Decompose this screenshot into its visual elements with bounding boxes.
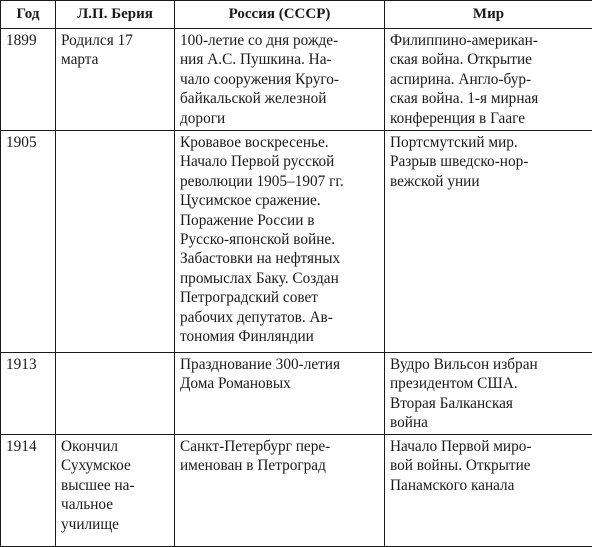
beria-line: чальное [61,495,169,514]
russia-line: Санкт-Петербург пере- [180,437,379,456]
world-cell [385,29,592,131]
russia-line: ния А.С. Пушкина. На- [180,50,379,69]
world-line: вой войны. Открытие [390,456,587,475]
russia-line: дороги [180,109,379,128]
world-cell [385,435,592,547]
header-russia: Россия (СССР) [175,1,385,29]
header-row [1,1,592,29]
world-line: Разрыв шведско-нор- [390,152,587,171]
beria-line: Окончил [61,437,169,456]
russia-line: именован в Петроград [180,456,379,475]
russia-cell [175,131,385,353]
world-line: Панамского канала [390,476,587,495]
table-row [1,435,592,547]
russia-line: революции 1905–1907 гг. [180,172,379,191]
russia-line: байкальской железной [180,89,379,108]
russia-line: Дома Романовых [180,374,379,393]
russia-cell [175,353,385,435]
russia-line: рабочих депутатов. Ав- [180,308,379,327]
russia-line: промыслах Баку. Создан [180,269,379,288]
russia-line: Празднование 300-летия [180,355,379,374]
header-beria: Л.П. Берия [56,1,175,29]
year-text: 1905 [6,133,50,152]
russia-line: Забастовки на нефтяных [180,249,379,268]
header-world: Мир [385,1,592,29]
year-text: 1913 [6,355,50,374]
world-line: ская война. Открытие [390,50,587,69]
beria-line: Сухумское [61,456,169,475]
world-line: Вудро Вильсон избран [390,355,587,374]
world-cell [385,353,592,435]
world-line: Портсмутский мир. [390,133,587,152]
russia-line: Кровавое воскресенье. [180,133,379,152]
beria-line: марта [61,50,169,69]
table-row [1,353,592,435]
table-row [1,29,592,131]
header-year: Год [1,1,56,29]
world-line: президентом США. [390,374,587,393]
russia-line: Русско-японской войне. [180,230,379,249]
russia-cell [175,29,385,131]
beria-cell [56,435,175,547]
russia-line: Поражение России в [180,211,379,230]
year-text: 1899 [6,31,50,50]
russia-line: Начало Первой русской [180,152,379,171]
world-line: Филиппино-американ- [390,31,587,50]
world-cell [385,131,592,353]
year-cell [1,435,56,547]
world-line: конференция в Гааге [390,109,587,128]
russia-line: тономия Финляндии [180,327,379,346]
world-line: аспирина. Англо-бур- [390,70,587,89]
year-cell [1,29,56,131]
world-line: Начало Первой миро- [390,437,587,456]
russia-line: Петроградский совет [180,288,379,307]
russia-cell [175,435,385,547]
table-row [1,131,592,353]
beria-line: высшее на- [61,476,169,495]
beria-line: Родился 17 [61,31,169,50]
world-line: Вторая Балканская [390,394,587,413]
beria-line: училище [61,515,169,534]
russia-line: Цусимское сражение. [180,191,379,210]
beria-cell [56,131,175,353]
russia-line: чало сооружения Круго- [180,70,379,89]
year-cell [1,131,56,353]
beria-cell [56,29,175,131]
beria-cell [56,353,175,435]
year-cell [1,353,56,435]
world-line: ская война. 1-я мирная [390,89,587,108]
world-line: вежской унии [390,172,587,191]
year-text: 1914 [6,437,50,456]
world-line: война [390,413,587,432]
russia-line: 100-летие со дня рожде- [180,31,379,50]
